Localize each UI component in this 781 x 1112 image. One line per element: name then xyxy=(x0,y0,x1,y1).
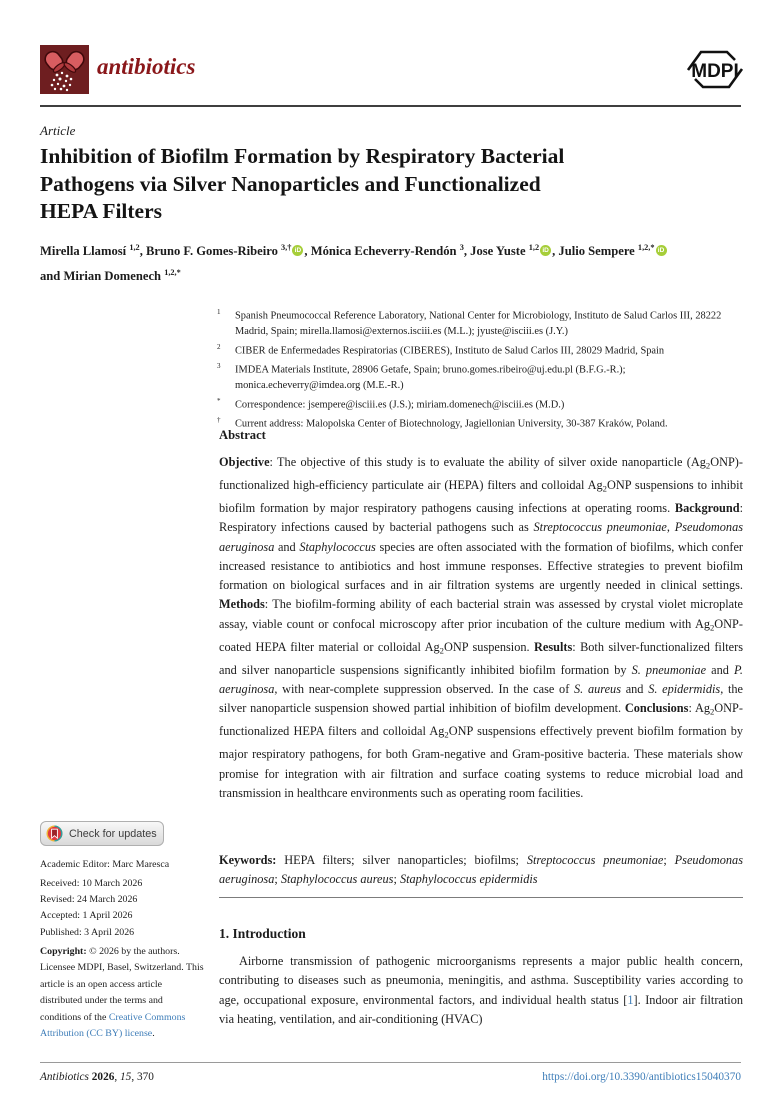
mdpi-logo-text: MDPI xyxy=(691,61,739,82)
affiliation-item xyxy=(217,359,744,394)
orcid-icon: iD xyxy=(292,245,303,256)
keywords-text: Keywords: HEPA filters; silver nanoparticles; biofilms; Streptococcus pneumoniae; Pseudomonas aeruginosa; Staphylococcus aureus; Staphylococcus epidermidis xyxy=(219,853,743,887)
accepted-date: Accepted: 1 April 2026 xyxy=(40,910,133,922)
affiliation-marker: 3 xyxy=(217,362,221,371)
check-for-updates-button[interactable] xyxy=(40,821,164,846)
published-date: Published: 3 April 2026 xyxy=(40,926,135,938)
affiliation-item xyxy=(217,413,744,432)
orcid-icon: iD xyxy=(656,245,667,256)
link[interactable]: Creative Commons Attribution (CC BY) license xyxy=(40,1011,186,1040)
affiliation-marker: † xyxy=(217,416,221,425)
crossmark-icon xyxy=(46,825,63,842)
link[interactable]: 1 xyxy=(627,992,634,1007)
section-heading-introduction: 1. Introduction xyxy=(219,926,306,941)
orcid-icon: iD xyxy=(540,245,551,256)
affiliation-item xyxy=(217,305,744,340)
footer-divider xyxy=(40,1062,741,1063)
page-title: Inhibition of Biofilm Formation by Respiratory Bacterial Pathogens via Silver Nanoparticles and Functionalized HEPA Filters xyxy=(40,144,565,223)
mdpi-logo[interactable] xyxy=(685,46,745,93)
affiliation-item xyxy=(217,340,744,359)
academic-editor: Academic Editor: Marc Maresca xyxy=(40,859,170,870)
journal-name: antibiotics xyxy=(97,54,196,79)
header-divider xyxy=(40,105,741,107)
check-for-updates-label: Check for updates xyxy=(69,827,157,840)
doi-link xyxy=(441,1071,741,1083)
affiliation-text: Spanish Pneumococcal Reference Laboratory, National Center for Microbiology, Instituto de Salud Carlos III, 28222 Madrid, Spain; mirella.llamosi@externos.isciii.es (M.L.); jyuste@isciii.es (J.Y.) xyxy=(235,310,722,338)
affiliation-text: CIBER de Enfermedades Respiratorias (CIBERES), Instituto de Salud Carlos III, 28029 Madrid, Spain xyxy=(235,345,665,357)
article-type-label: Article xyxy=(40,123,76,138)
link[interactable]: https://doi.org/10.3390/antibiotics15040370 xyxy=(542,1071,741,1083)
section-divider xyxy=(219,897,743,898)
introduction-paragraph: Airborne transmission of pathogenic microorganisms represents a major public health concern, contributing to diseases such as pneumonia, meningitis, and asthma. Susceptibility varies according to age, occupational exposure, environmental factors, and individual health status [1]. Indoor air filtration via heating, ventilation, and air-conditioning (HVAC) xyxy=(219,954,743,1026)
revised-date: Revised: 24 March 2026 xyxy=(40,894,138,906)
authors-line: Mirella Llamosí $^{1,2}$, Bruno F. Gomes-Ribeiro $^{3,\dagger}$ iD , Mónica Echeverry-Rendón $^3$, Jose Yuste $^{1,2}$ iD , Julio Sempere $^{1,2,*}$ iD and Mirian Domenech $^{1,2,*}$ xyxy=(40,237,740,287)
journal-citation: Antibiotics 2026, 15, 370 xyxy=(40,1071,154,1083)
article-history xyxy=(40,876,210,941)
abstract-heading: Abstract xyxy=(219,428,266,442)
affiliation-text: Current address: Malopolska Center of Biotechnology, Jagiellonian University, 30-387 Kraków, Poland. xyxy=(235,418,668,430)
affiliation-marker: 2 xyxy=(217,342,221,351)
received-date: Received: 10 March 2026 xyxy=(40,878,143,889)
affiliation-marker: 1 xyxy=(217,308,221,316)
affiliation-text: Correspondence: jsempere@isciii.es (J.S.); miriam.domenech@isciii.es (M.D.) xyxy=(235,399,565,411)
affiliation-item xyxy=(217,394,744,413)
antibiotics-journal-logo-icon xyxy=(40,45,89,94)
affiliation-text: IMDEA Materials Institute, 28906 Getafe, Spain; bruno.gomes.ribeiro@uj.edu.pl (B.F.G.-R.); monica.echeverry@imdea.org (M.E.-R.) xyxy=(235,364,626,392)
abstract-text: Objective: The objective of this study is to evaluate the ability of silver oxide nanoparticle $(Ag_2ONP)$-functionalized high-efficiency particulate air (HEPA) filters and colloidal $Ag_2ONP$ suspensions to inhibit biofilm formation by major respiratory pathogens causing infections at operating rooms. Background: Respiratory infections caused by bacterial pathogens such as Streptococcus pneumoniae, Pseudomonas aeruginosa and Staphylococcus species are often associated with the formation of biofilms, which confer increased resistance to antibiotics and host immune responses. Effective strategies to prevent biofilm formation on biological surfaces and in air filtration systems are urgently needed in clinical settings. Methods: The biofilm-forming ability of each bacterial strain was assessed by crystal violet microplate assay, viable count or confocal microscopy after prior incubation of the culture medium with $Ag_2ONP$-coated HEPA filter material or colloidal $Ag_2ONP$ suspension. Results: Both silver-functionalized filters and silver nanoparticle suspensions significantly inhibited biofilm formation by S. pneumoniae and P. aeruginosa, with near-complete suppression observed. In the case of S. aureus and S. epidermidis, the silver nanoparticle suspension showed partial inhibition of biofilm development. Conclusions: $Ag_2ONP$-functionalized HEPA filters and colloidal $Ag_2ONP$ suspensions effectively prevent biofilm formation by major respiratory pathogens, for both Gram-negative and Gram-positive bacteria. These materials show promise for integration with air filtration and surface coating systems to reduce microbial load and transmission in healthcare environments such as operating room facilities. xyxy=(219,455,744,800)
affiliations-block xyxy=(217,305,744,432)
copyright-notice: Copyright: © 2026 by the authors. Licensee MDPI, Basel, Switzerland. This article is an open access article distributed under the terms and conditions of the Creative Commons Attribution (CC BY) license. xyxy=(40,946,204,1040)
affiliation-marker: * xyxy=(217,396,221,405)
